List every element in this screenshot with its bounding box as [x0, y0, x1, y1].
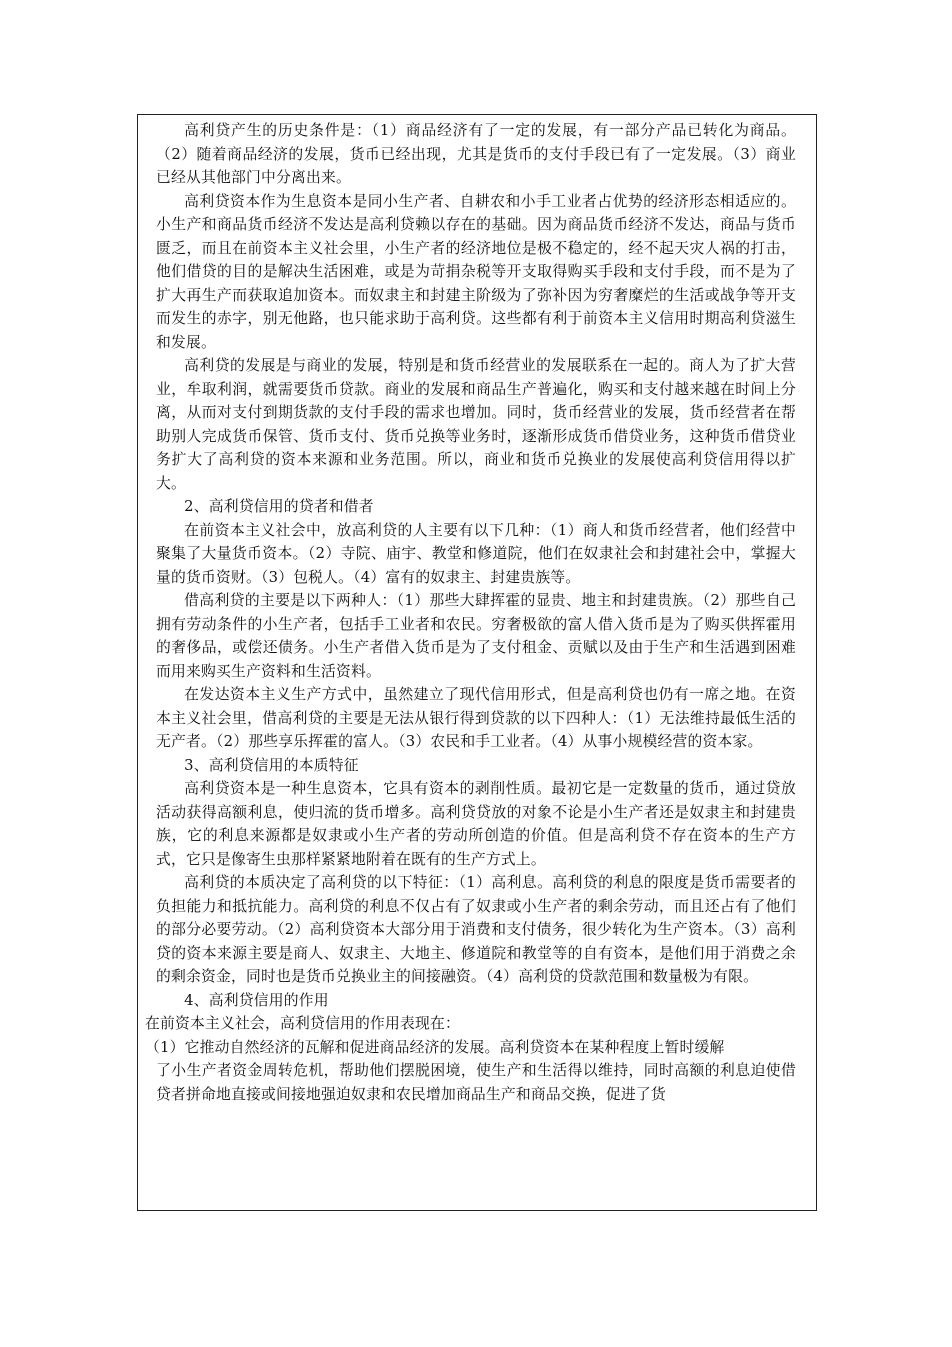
document-body [145, 119, 796, 1106]
para-historical-conditions: 高利贷产生的历史条件是：（1）商品经济有了一定的发展，有一部分产品已转化为商品。（2）随着商品经济的发展，货币已经出现，尤其是货币的支付手段已有了一定发展。（3）商业已经从其他部门中分离出来。 [156, 122, 796, 186]
para-commerce-development: 高利贷的发展是与商业的发展，特别是和货币经营业的发展联系在一起的。商人为了扩大营业，牟取利润，就需要货币贷款。商业的发展和商品生产普遍化，购买和支付越来越在时间上分离，从而对支付到期货款的支付手段的需求也增加。同时，货币经营业的发展，货币经营者在帮助别人完成货币保管、货币支付、货币兑换等业务时，逐渐形成货币借贷业务，这种货币借贷业务扩大了高利贷的资本来源和业务范围。所以，商业和货币兑换业的发展使高利贷信用得以扩大。 [156, 357, 796, 492]
para-features: 高利贷的本质决定了高利贷的以下特征：（1）高利息。高利贷的利息的限度是货币需要者的负担能力和抵抗能力。高利贷的利息不仅占有了奴隶或小生产者的剩余劳动，而且还占有了他们的部分必要劳动。（2）高利贷资本大部分用于消费和支付债务，很少转化为生产资本。（3）高利贷的资本来源主要是商人、奴隶主、大地主、修道院和教堂等的自有资本，是他们用于消费之余的剩余资金，同时也是货币兑换业主的间接融资。（4）高利贷的贷款范围和数量极为有限。 [156, 874, 796, 985]
page-frame [137, 114, 817, 1211]
para-small-producers: 高利贷资本作为生息资本是同小生产者、自耕农和小手工业者占优势的经济形态相适应的。小生产和商品货币经济不发达是高利贷赖以存在的基础。因为商品货币经济不发达，商品与货币匮乏，而且在前资本主义社会里，小生产者的经济地位是极不稳定的，经不起天灾人祸的打击，他们借贷的目的是解决生活困难，或是为苛捐杂税等开支取得购买手段和支付手段，而不是为了扩大再生产而获取追加资本。而奴隶主和封建主阶级为了弥补因为穷奢糜烂的生活或战争等开支而发生的赤字，别无他路，也只能求助于高利贷。这些都有利于前资本主义信用时期高利贷滋生和发展。 [156, 192, 796, 351]
para-borrowers: 借高利贷的主要是以下两种人：（1）那些大肆挥霍的显贵、地主和封建贵族。（2）那些自己拥有劳动条件的小生产者，包括手工业者和农民。穷奢极欲的富人借入货币是为了购买供挥霍用的奢侈品，或偿还债务。小生产者借入货币是为了支付租金、贡赋以及由于生产和生活遇到困难而用来购买生产资料和生活资料。 [156, 592, 796, 680]
list-item-continuation: 了小生产者资金周转危机，帮助他们摆脱困境，使生产和生活得以维持，同时高额的利息迫使借贷者拼命地直接或间接地强迫奴隶和农民增加商品生产和商品交换，促进了货 [156, 1062, 796, 1103]
section-heading-essence: 3、高利贷信用的本质特征 [184, 756, 359, 774]
para-role-intro: 在前资本主义社会，高利贷信用的作用表现在： [145, 1015, 460, 1032]
para-capitalist-borrowers: 在发达资本主义生产方式中，虽然建立了现代信用形式，但是高利贷也仍有一席之地。在资本主义社会里，借高利贷的主要是无法从银行得到贷款的以下四种人：（1）无法维持最低生活的无产者。（2）那些享乐挥霍的富人。（3）农民和手工业者。（4）从事小规模经营的资本家。 [156, 686, 796, 750]
section-heading-lenders-borrowers: 2、高利贷信用的贷者和借者 [184, 498, 374, 515]
list-item-first-line: （1）它推动自然经济的瓦解和促进商品经济的发展。高利贷资本在某种程度上暂时缓解 [145, 1038, 725, 1056]
para-lenders: 在前资本主义社会中，放高利贷的人主要有以下几种：（1）商人和货币经营者，他们经营中聚集了大量货币资本。（2）寺院、庙宇、教堂和修道院，他们在奴隶社会和封建社会中，掌握大量的货币资财。（3）包税人。（4）富有的奴隶主、封建贵族等。 [156, 521, 796, 586]
section-heading-role: 4、高利贷信用的作用 [184, 991, 329, 1009]
list-item-role-1 [145, 1036, 796, 1107]
para-essence: 高利贷资本是一种生息资本，它具有资本的剥削性质。最初它是一定数量的货币，通过贷放活动获得高额利息，使归流的货币增多。高利贷贷放的对象不论是小生产者还是奴隶主和封建贵族，它的利息来源都是奴隶或小生产者的劳动所创造的价值。但是高利贷不存在资本的生产方式，它只是像寄生虫那样紧紧地附着在既有的生产方式上。 [156, 780, 796, 868]
